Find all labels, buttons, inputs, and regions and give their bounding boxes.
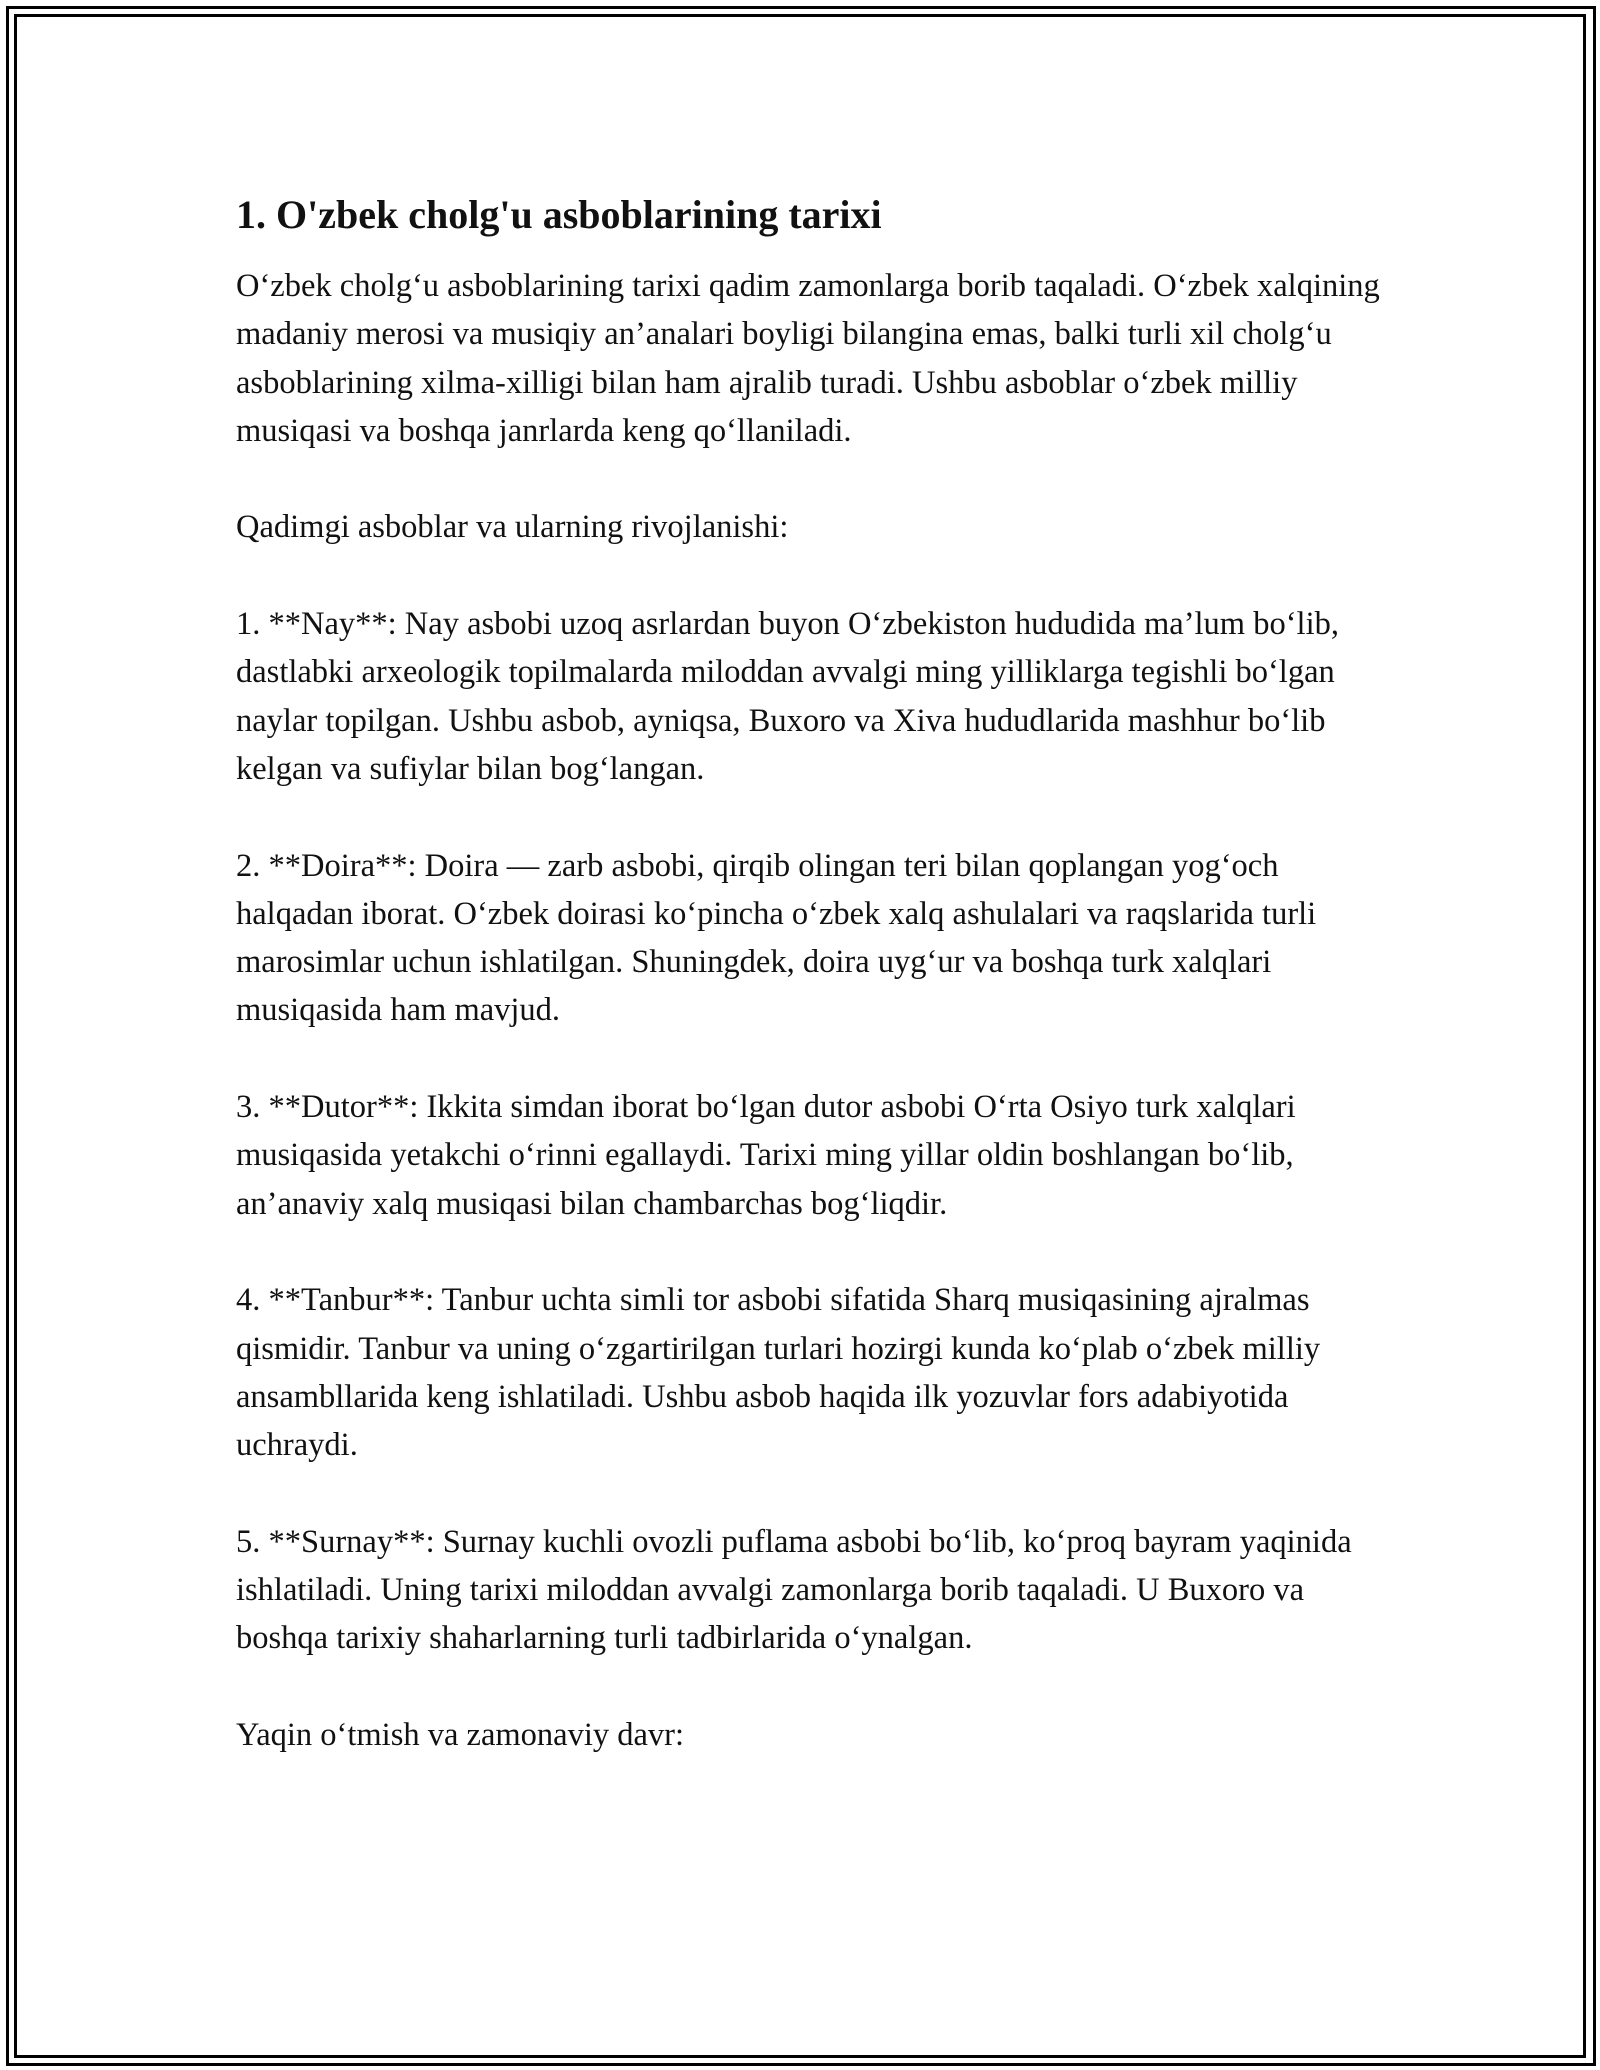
- list-item-doira: 2. **Doira**: Doira — zarb asbobi, qirqib olingan teri bilan qoplangan yog‘och halqadan iborat. O‘zbek doirasi ko‘pincha o‘zbek xalq ashulalari va raqslarida turli marosimlar uchun ishlatilgan. Shuningdek, doira uyg‘ur va boshqa turk xalqlari musiqasida ham mavjud.: [236, 847, 1317, 1029]
- section-heading-modern-period: Yaqin o‘tmish va zamonaviy davr:: [236, 1716, 685, 1753]
- document-body: [236, 190, 1386, 1759]
- list-item-surnay: 5. **Surnay**: Surnay kuchli ovozli puflama asbobi bo‘lib, ko‘proq bayram yaqinida ishlatiladi. Uning tarixi miloddan avvalgi zamonlarga borib taqaladi. U Buxoro va boshqa tarixiy shaharlarning turli tadbirlarida o‘ynalgan.: [236, 1523, 1352, 1657]
- list-item-dutor: 3. **Dutor**: Ikkita simdan iborat bo‘lgan dutor asbobi O‘rta Osiyo turk xalqlari musiqasida yetakchi o‘rinni egallaydi. Tarixi ming yillar oldin boshlangan bo‘lib, an’anaviy xalq musiqasi bilan chambarchas bog‘liqdir.: [236, 1089, 1296, 1222]
- list-item-nay: 1. **Nay**: Nay asbobi uzoq asrlardan buyon O‘zbekiston hududida ma’lum bo‘lib, dastlabki arxeologik topilmalarda miloddan avvalgi ming yilliklarga tegishli bo‘lgan naylar topilgan. Ushbu asbob, ayniqsa, Buxoro va Xiva hududlarida mashhur bo‘lib kelgan va sufiylar bilan bog‘langan.: [236, 606, 1339, 787]
- document-title: 1. O'zbek cholg'u asboblarining tarixi: [236, 192, 882, 237]
- section-heading-ancient-instruments: Qadimgi asboblar va ularning rivojlanishi:: [236, 509, 789, 546]
- intro-paragraph: O‘zbek cholg‘u asboblarining tarixi qadim zamonlarga borib taqaladi. O‘zbek xalqining madaniy merosi va musiqiy an’analari boyligi bilangina emas, balki turli xil cholg‘u asboblarining xilma-xilligi bilan ham ajralib turadi. Ushbu asboblar o‘zbek milliy musiqasi va boshqa janrlarda keng qo‘llaniladi.: [236, 268, 1380, 449]
- list-item-tanbur: 4. **Tanbur**: Tanbur uchta simli tor asbobi sifatida Sharq musiqasining ajralmas qismidir. Tanbur va uning o‘zgartirilgan turlari hozirgi kunda ko‘plab o‘zbek milliy ansambllarida keng ishlatiladi. Ushbu asbob haqida ilk yozuvlar fors adabiyotida uchraydi.: [236, 1282, 1321, 1464]
